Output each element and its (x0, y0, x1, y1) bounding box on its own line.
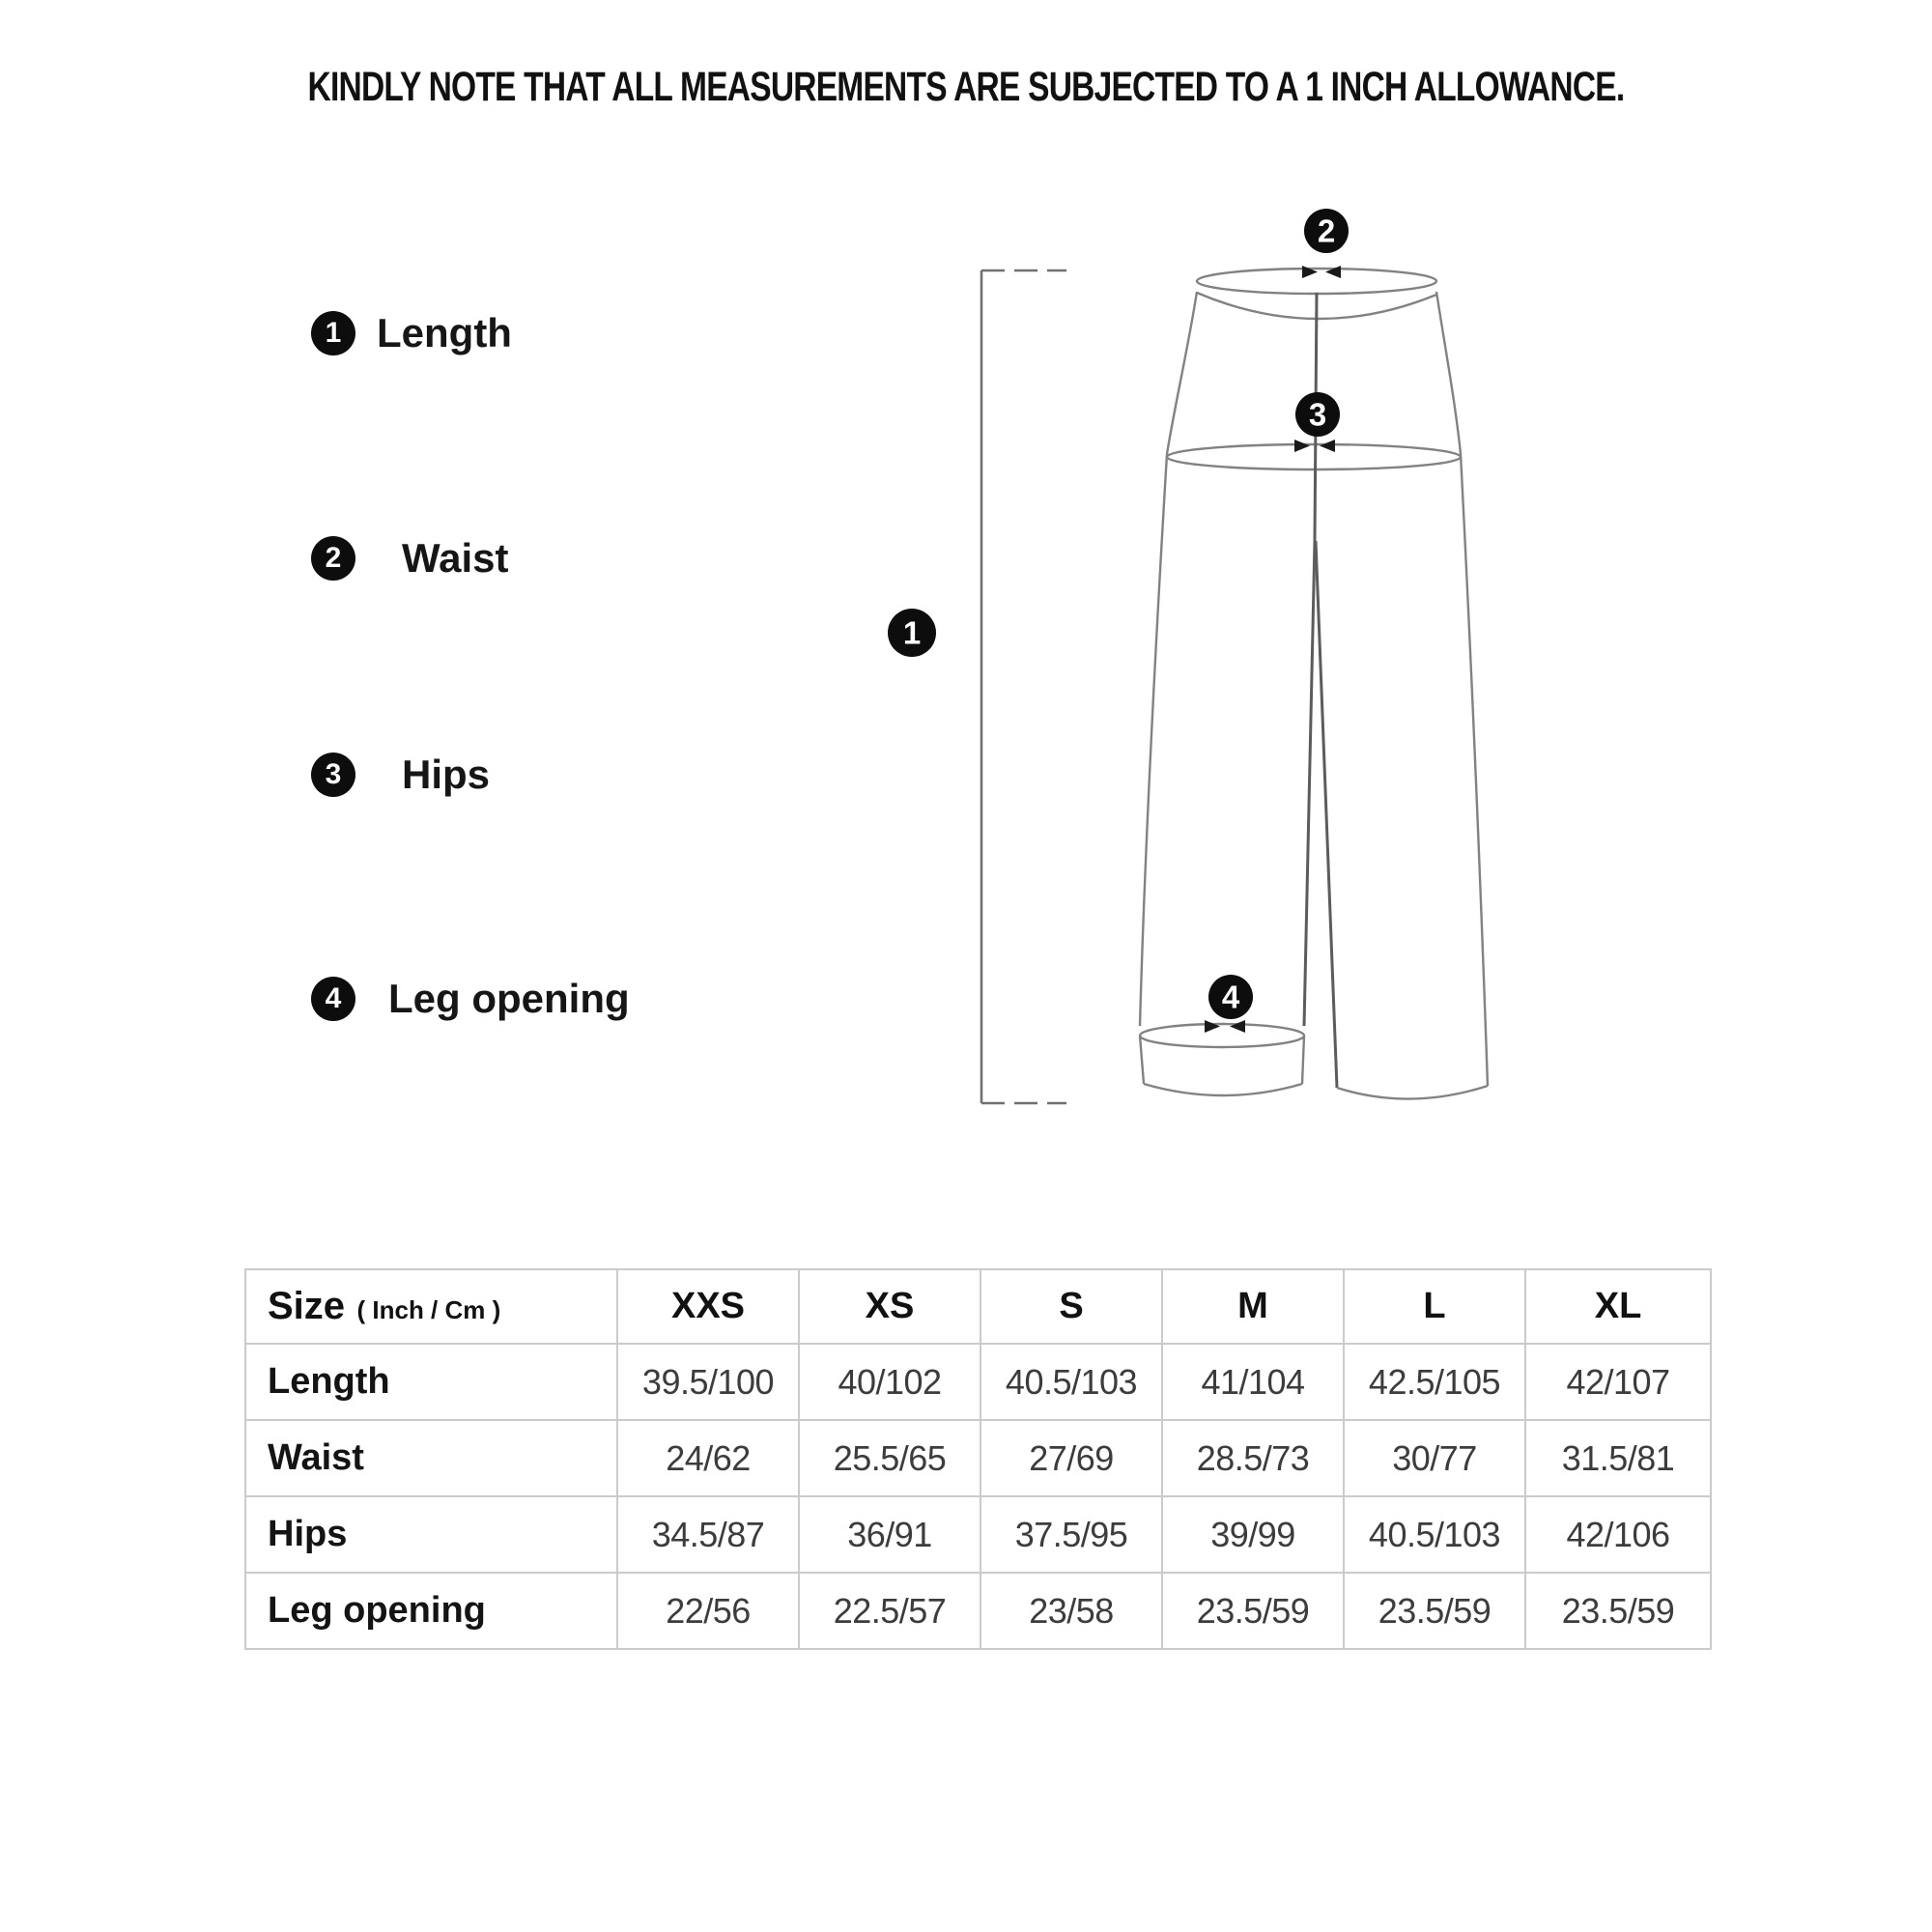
right-side-waist-to-hip (1436, 292, 1461, 454)
row-label-hips: Hips (245, 1496, 617, 1573)
cell-length-l: 42.5/105 (1344, 1344, 1525, 1420)
table-row-length (245, 1344, 1711, 1420)
left-leg-outer-edge (1140, 454, 1167, 1026)
col-header-s: S (980, 1269, 1162, 1344)
cell-hips-l: 40.5/103 (1344, 1496, 1525, 1573)
legend-badge-3: 3 (311, 753, 355, 797)
allowance-note: KINDLY NOTE THAT ALL MEASUREMENTS ARE SUBJECTED TO A 1 INCH ALLOWANCE. (307, 64, 1625, 110)
col-header-xs: XS (799, 1269, 980, 1344)
left-side-waist-to-hip (1167, 292, 1197, 454)
cell-hips-m: 39/99 (1162, 1496, 1344, 1573)
diagram-marker-1 (888, 609, 936, 657)
size-label: Size (268, 1285, 346, 1327)
cell-leg-opening-m: 23.5/59 (1162, 1573, 1344, 1649)
size-header-cell (245, 1269, 617, 1344)
cell-hips-xl: 42/106 (1525, 1496, 1711, 1573)
cell-waist-xs: 25.5/65 (799, 1420, 980, 1496)
leg-opening-measure-arrows-icon (1205, 1020, 1245, 1033)
cell-leg-opening-s: 23/58 (980, 1573, 1162, 1649)
diagram-marker-3 (1295, 392, 1340, 437)
left-hem-ellipse (1140, 1024, 1304, 1047)
cell-length-xs: 40/102 (799, 1344, 980, 1420)
cell-waist-m: 28.5/73 (1162, 1420, 1344, 1496)
right-leg-outer-edge (1461, 454, 1488, 1086)
legend-label-leg-opening: Leg opening (388, 976, 630, 1021)
left-leg-inner-edge (1304, 541, 1315, 1026)
cell-length-xxs: 39.5/100 (617, 1344, 799, 1420)
cell-leg-opening-xl: 23.5/59 (1525, 1573, 1711, 1649)
right-leg-bottom (1337, 1086, 1488, 1099)
cell-waist-xxs: 24/62 (617, 1420, 799, 1496)
table-row-leg-opening (245, 1573, 1711, 1649)
legend-label-waist: Waist (402, 535, 509, 581)
row-label-length: Length (245, 1344, 617, 1420)
col-header-l: L (1344, 1269, 1525, 1344)
table-row-waist (245, 1420, 1711, 1496)
svg-text:3: 3 (1308, 396, 1327, 433)
legend-badge-2: 2 (311, 536, 355, 581)
col-header-xl: XL (1525, 1269, 1711, 1344)
cell-length-s: 40.5/103 (980, 1344, 1162, 1420)
svg-text:4: 4 (1221, 979, 1240, 1015)
row-label-waist: Waist (245, 1420, 617, 1496)
row-label-leg-opening: Leg opening (245, 1573, 617, 1649)
left-cuff-right-side (1302, 1036, 1304, 1084)
legend-label-length: Length (377, 310, 512, 355)
left-cuff-bottom (1144, 1084, 1302, 1095)
cell-hips-s: 37.5/95 (980, 1496, 1162, 1573)
cell-waist-s: 27/69 (980, 1420, 1162, 1496)
table-row-hips (245, 1496, 1711, 1573)
cell-hips-xs: 36/91 (799, 1496, 980, 1573)
size-table (244, 1268, 1712, 1650)
hip-ellipse (1167, 444, 1461, 469)
cell-leg-opening-xs: 22.5/57 (799, 1573, 980, 1649)
left-cuff-left-side (1140, 1036, 1144, 1084)
table-header-row (245, 1269, 1711, 1344)
legend-badge-1: 1 (311, 311, 355, 355)
diagram-marker-2 (1304, 209, 1349, 253)
legend-label-hips: Hips (402, 752, 491, 797)
cell-length-xl: 42/107 (1525, 1344, 1711, 1420)
col-header-m: M (1162, 1269, 1344, 1344)
svg-text:2: 2 (1317, 213, 1336, 249)
col-header-xxs: XXS (617, 1269, 799, 1344)
diagram-marker-4 (1208, 975, 1253, 1019)
cell-waist-l: 30/77 (1344, 1420, 1525, 1496)
cell-leg-opening-xxs: 22/56 (617, 1573, 799, 1649)
svg-text:1: 1 (902, 614, 922, 651)
cell-length-m: 41/104 (1162, 1344, 1344, 1420)
cell-waist-xl: 31.5/81 (1525, 1420, 1711, 1496)
legend-badge-4: 4 (311, 977, 355, 1021)
cell-hips-xxs: 34.5/87 (617, 1496, 799, 1573)
size-unit-label: ( Inch / Cm ) (356, 1295, 501, 1324)
right-leg-inner-edge (1316, 541, 1337, 1088)
cell-leg-opening-l: 23.5/59 (1344, 1573, 1525, 1649)
